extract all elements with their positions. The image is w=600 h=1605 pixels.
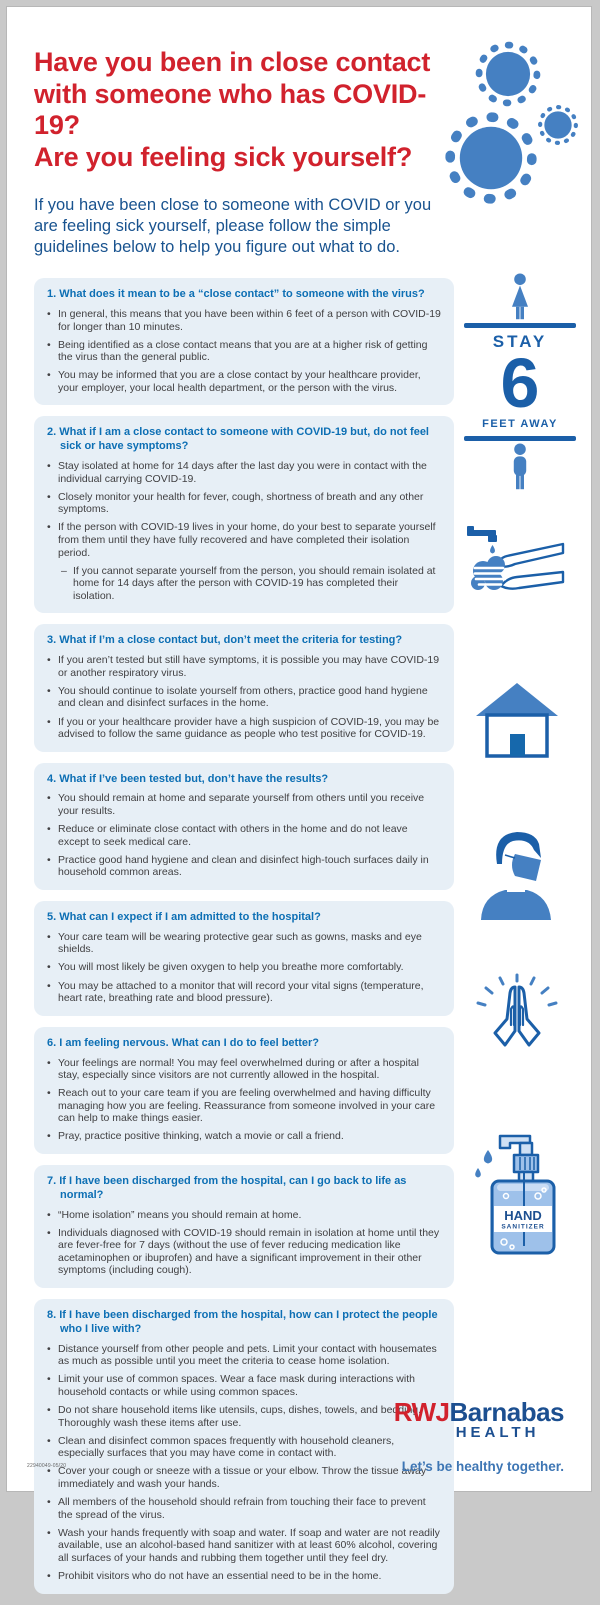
bullet-text: You should remain at home and separate yourself from others until you receive your results. bbox=[58, 792, 425, 818]
bullet-item bbox=[47, 854, 441, 879]
bullet-item bbox=[47, 1435, 441, 1460]
rwjbarnabas-logo bbox=[394, 1399, 564, 1442]
bullet-text: Your care team will be wearing protective gear such as gowns, masks and eye shields. bbox=[58, 930, 422, 956]
distance-bar bbox=[464, 323, 576, 328]
bullet-item bbox=[47, 1373, 441, 1398]
qa-section-heading: 2. What if I am a close contact to someone with COVID-19 but, do not feel sick or have symptoms? bbox=[47, 426, 429, 453]
handwashing-icon bbox=[463, 526, 567, 606]
female-figure-icon bbox=[503, 273, 537, 321]
bullet-item bbox=[47, 1527, 441, 1565]
title-line-2: with someone who has COVID-19? bbox=[34, 78, 427, 141]
bullet-text: You should continue to isolate yourself from others, practice good hand hygiene and clean and disinfect surfaces in the home. bbox=[58, 684, 428, 710]
bullet-item bbox=[47, 521, 441, 602]
bullet-item bbox=[47, 460, 441, 485]
six-number: 6 bbox=[500, 344, 540, 422]
male-figure-icon bbox=[503, 443, 537, 491]
bullet-text: Limit your use of common spaces. Wear a face mask during interactions with household contacts or while using common spaces. bbox=[58, 1373, 415, 1398]
bullet-text: In general, this means that you have been within 6 feet of a person with COVID-19 for longer than 10 minutes. bbox=[58, 307, 441, 333]
qa-section-heading: 1. What does it mean to be a “close contact” to someone with the virus? bbox=[47, 288, 425, 301]
qa-section-heading: 5. What can I expect if I am admitted to the hospital? bbox=[47, 911, 321, 924]
bullet-text: Being identified as a close contact means that you are at a higher risk of getting the virus than the general public. bbox=[58, 338, 428, 364]
bullet-item bbox=[47, 369, 441, 394]
feet-away-label: FEET AWAY bbox=[482, 418, 558, 431]
qa-sections bbox=[34, 278, 454, 1593]
qa-section-heading: 3. What if I’m a close contact but, don’t meet the criteria for testing? bbox=[47, 634, 403, 647]
bullet-text: Clean and disinfect common spaces frequently with household cleaners, especially surfaces that you may have come in contact with. bbox=[58, 1434, 395, 1460]
bullet-item bbox=[47, 716, 441, 741]
title-line-3: Are you feeling sick yourself? bbox=[34, 141, 413, 172]
virus-icon bbox=[443, 110, 539, 206]
bullet-item bbox=[47, 792, 441, 817]
qa-section bbox=[34, 1027, 454, 1154]
virus-cluster-illustration bbox=[441, 34, 591, 214]
bullet-text: Distance yourself from other people and pets. Limit your contact with housemates as much as possible until you meet the criteria to cease home isolation. bbox=[58, 1342, 437, 1368]
bullet-text: Stay isolated at home for 14 days after the last day you were in contact with the individual carrying COVID-19. bbox=[58, 459, 427, 485]
bullet-item bbox=[47, 1227, 441, 1277]
qa-bullet-list bbox=[47, 1057, 441, 1144]
bullet-text: Individuals diagnosed with COVID-19 should remain in isolation at home until they are fever-free for 7 days (without the use of fever reducing medication like acetaminophen or ibuprofen) and have a significant improvement in their other symptoms (including cough). bbox=[58, 1226, 440, 1277]
logo-wordmark bbox=[394, 1399, 564, 1425]
qa-bullet-list bbox=[47, 1209, 441, 1277]
sub-bullet-item: – If you cannot separate yourself from the person, you should remain isolated at home for 14 days after the person with COVID-19 has completed their isolation. bbox=[61, 565, 441, 603]
bullet-text: Do not share household items like utensils, cups, dishes, towels, and bedding. Thoroughly wash these items after use. bbox=[58, 1403, 422, 1429]
bullet-item bbox=[47, 1465, 441, 1490]
qa-bullet-list bbox=[47, 654, 441, 741]
logo-health: HEALTH bbox=[455, 1424, 540, 1441]
bullet-item bbox=[47, 491, 441, 516]
qa-bullet-list bbox=[47, 1343, 441, 1583]
qa-section bbox=[34, 763, 454, 890]
virus-icon bbox=[537, 104, 579, 146]
bullet-item bbox=[47, 339, 441, 364]
bullet-item bbox=[47, 1570, 441, 1583]
qa-section-heading: 7. If I have been discharged from the hospital, can I go back to life as normal? bbox=[47, 1175, 407, 1201]
bullet-text: If you aren’t tested but still have symptoms, it is possible you may have COVID-19 or another respiratory virus. bbox=[58, 654, 440, 679]
qa-bullet-list bbox=[47, 792, 441, 879]
bullet-item bbox=[47, 1404, 441, 1429]
bullet-item bbox=[47, 685, 441, 710]
bullet-item bbox=[47, 931, 441, 956]
masked-person-icon bbox=[469, 824, 561, 920]
bullet-text: Prohibit visitors who do not have an essential need to be in the home. bbox=[58, 1569, 382, 1582]
bullet-text: If you or your healthcare provider have a high suspicion of COVID-19, you may be advised to follow the same guidance as people who test positive for COVID-19. bbox=[58, 715, 440, 741]
virus-icon bbox=[474, 40, 542, 108]
bullet-item bbox=[47, 308, 441, 333]
tagline: Let’s be healthy together. bbox=[401, 1459, 564, 1474]
qa-bullet-list bbox=[47, 308, 441, 395]
logo-rwj: RWJ bbox=[393, 1397, 450, 1427]
distance-bar bbox=[464, 436, 576, 441]
qa-section-heading: 4. What if I’ve been tested but, don’t have the results? bbox=[47, 772, 329, 785]
bullet-text: Pray, practice positive thinking, watch a movie or call a friend. bbox=[58, 1130, 344, 1143]
page-title bbox=[34, 47, 454, 173]
bullet-item bbox=[47, 1130, 441, 1143]
house-icon bbox=[471, 679, 563, 759]
bullet-text: “Home isolation” means you should remain at home. bbox=[58, 1208, 302, 1221]
qa-section bbox=[34, 416, 454, 613]
bullet-item bbox=[47, 980, 441, 1005]
bullet-text: Closely monitor your health for fever, cough, shortness of breath and any other symptoms. bbox=[58, 490, 424, 516]
qa-section bbox=[34, 624, 454, 751]
bullet-item bbox=[47, 654, 441, 679]
bullet-text: Reach out to your care team if you are feeling overwhelmed and having difficulty managing how you are feeling. Reassurance from someone involved in your care can help to make things easier. bbox=[58, 1087, 436, 1125]
bullet-item bbox=[47, 1343, 441, 1368]
qa-section bbox=[34, 278, 454, 405]
bullet-item bbox=[47, 823, 441, 848]
qa-section bbox=[34, 1165, 454, 1288]
stay-6-feet-graphic bbox=[456, 271, 584, 493]
qa-bullet-list bbox=[47, 931, 441, 1005]
bullet-text: Reduce or eliminate close contact with others in the home and do not leave except to seek medical care. bbox=[58, 823, 408, 848]
bullet-text: Cover your cough or sneeze with a tissue or your elbow. Throw the tissue away immediately and wash your hands. bbox=[58, 1465, 427, 1490]
bullet-item bbox=[47, 1057, 441, 1082]
sanitizer-label-hand: HAND bbox=[504, 1208, 542, 1223]
bullet-item bbox=[47, 1087, 441, 1125]
qa-section bbox=[34, 1299, 454, 1594]
main-content bbox=[34, 47, 454, 1605]
qa-section bbox=[34, 901, 454, 1016]
logo-barnabas: Barnabas bbox=[449, 1397, 564, 1427]
intro-paragraph: If you have been close to someone with COVID or you are feeling sick yourself, please follow the simple guidelines below to help you figure out what to do. bbox=[34, 196, 432, 257]
bullet-text: You may be attached to a monitor that will record your vital signs (temperature, heart rate, breathing rate and blood pressure). bbox=[58, 979, 424, 1005]
praying-hands-icon bbox=[471, 973, 563, 1065]
bullet-text: Practice good hand hygiene and clean and disinfect high-touch surfaces daily in household common areas. bbox=[58, 853, 429, 879]
flyer-page bbox=[6, 6, 592, 1582]
footer bbox=[394, 1399, 564, 1474]
bullet-item bbox=[47, 961, 441, 974]
bullet-text: Your feelings are normal! You may feel overwhelmed during or after a hospital stay, especially since visitors are not currently allowed in the hospital. bbox=[58, 1056, 419, 1082]
document-code: 22940049-05/20 bbox=[27, 1463, 67, 1469]
bullet-text: You will most likely be given oxygen to help you breathe more comfortably. bbox=[58, 961, 404, 974]
sanitizer-label-sanitizer: SANITIZER bbox=[501, 1223, 545, 1231]
qa-section-heading: 8. If I have been discharged from the hospital, how can I protect the people who I live with? bbox=[47, 1309, 438, 1335]
title-line-1: Have you been in close contact bbox=[34, 47, 431, 77]
bullet-item bbox=[47, 1496, 441, 1521]
hand-sanitizer-icon bbox=[466, 1126, 566, 1258]
stay-label: STAY bbox=[492, 332, 548, 351]
bullet-text: All members of the household should refrain from touching their face to prevent the spread of the virus. bbox=[58, 1495, 426, 1521]
qa-bullet-list bbox=[47, 460, 441, 602]
bullet-item bbox=[47, 1209, 441, 1222]
bullet-text: Wash your hands frequently with soap and water. If soap and water are not readily available, use an alcohol-based hand sanitizer with at least 60% alcohol, covering all surfaces of your hands and rubbing them together until they feel dry. bbox=[58, 1526, 440, 1564]
bullet-text: If the person with COVID-19 lives in your home, do your best to separate yourself from them until they have fully recovered and have completed their isolation period. bbox=[58, 521, 436, 559]
qa-section-heading: 6. I am feeling nervous. What can I do to feel better? bbox=[47, 1036, 319, 1049]
bullet-text: You may be informed that you are a close contact by your healthcare provider, your employer, your local health department, or the person with the virus. bbox=[58, 369, 421, 394]
